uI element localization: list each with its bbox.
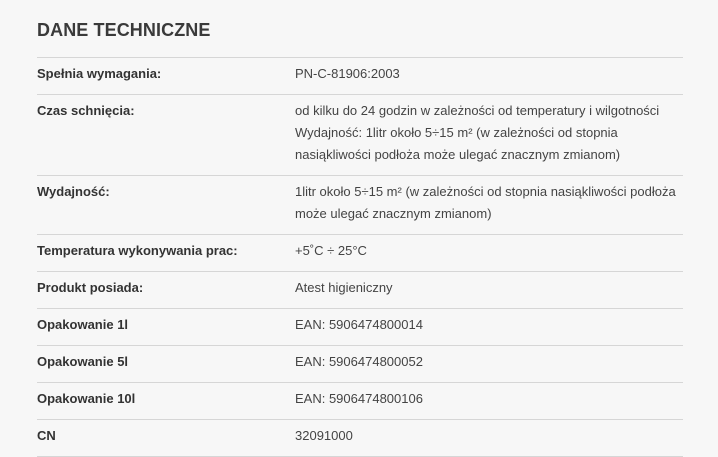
spec-value [295, 351, 683, 373]
spec-label: CN [37, 428, 56, 443]
spec-value [295, 181, 683, 225]
spec-label: Opakowanie 10l [37, 391, 136, 406]
spec-value-line: może ulegać znacznym zmianom) [295, 206, 492, 221]
spec-value-line: od kilku do 24 godzin w zależności od temperatury i wilgotności [295, 103, 660, 118]
spec-value-line: EAN: 5906474800014 [295, 317, 423, 332]
spec-row-package-1l [37, 309, 683, 346]
spec-value-line: Wydajność: 1litr około 5÷15 m² (w zależności od stopnia [295, 125, 618, 140]
spec-row-requirements [37, 58, 683, 95]
spec-row-cn [37, 420, 683, 457]
specs-table [37, 57, 683, 457]
spec-value-line: EAN: 5906474800052 [295, 354, 423, 369]
spec-row-application-temperature [37, 235, 683, 272]
spec-value-line: +5˚C ÷ 25°C [295, 243, 367, 258]
spec-label: Temperatura wykonywania prac: [37, 243, 238, 258]
spec-value-line: Atest higieniczny [295, 280, 393, 295]
section-title: DANE TECHNICZNE [37, 20, 211, 40]
spec-value [295, 100, 683, 166]
spec-label: Produkt posiada: [37, 280, 144, 295]
spec-value-line: 1litr około 5÷15 m² (w zależności od stopnia nasiąkliwości podłoża [295, 184, 676, 199]
spec-value [295, 277, 683, 299]
spec-row-certificate [37, 272, 683, 309]
spec-value [295, 388, 683, 410]
spec-label: Wydajność: [37, 184, 110, 199]
spec-value-line: nasiąkliwości podłoża może ulegać znacznym zmianom) [295, 147, 621, 162]
spec-row-package-5l [37, 346, 683, 383]
spec-value [295, 240, 683, 262]
spec-value-line: EAN: 5906474800106 [295, 391, 423, 406]
spec-row-drying-time [37, 95, 683, 176]
spec-label: Czas schnięcia: [37, 103, 135, 118]
spec-label: Opakowanie 1l [37, 317, 129, 332]
spec-row-package-10l [37, 383, 683, 420]
spec-value-line: PN-C-81906:2003 [295, 66, 400, 81]
spec-row-coverage [37, 176, 683, 235]
spec-label: Opakowanie 5l [37, 354, 129, 369]
spec-value-line: 32091000 [295, 428, 353, 443]
spec-value [295, 425, 683, 447]
spec-value [295, 314, 683, 336]
spec-value [295, 63, 683, 85]
spec-label: Spełnia wymagania: [37, 66, 162, 81]
